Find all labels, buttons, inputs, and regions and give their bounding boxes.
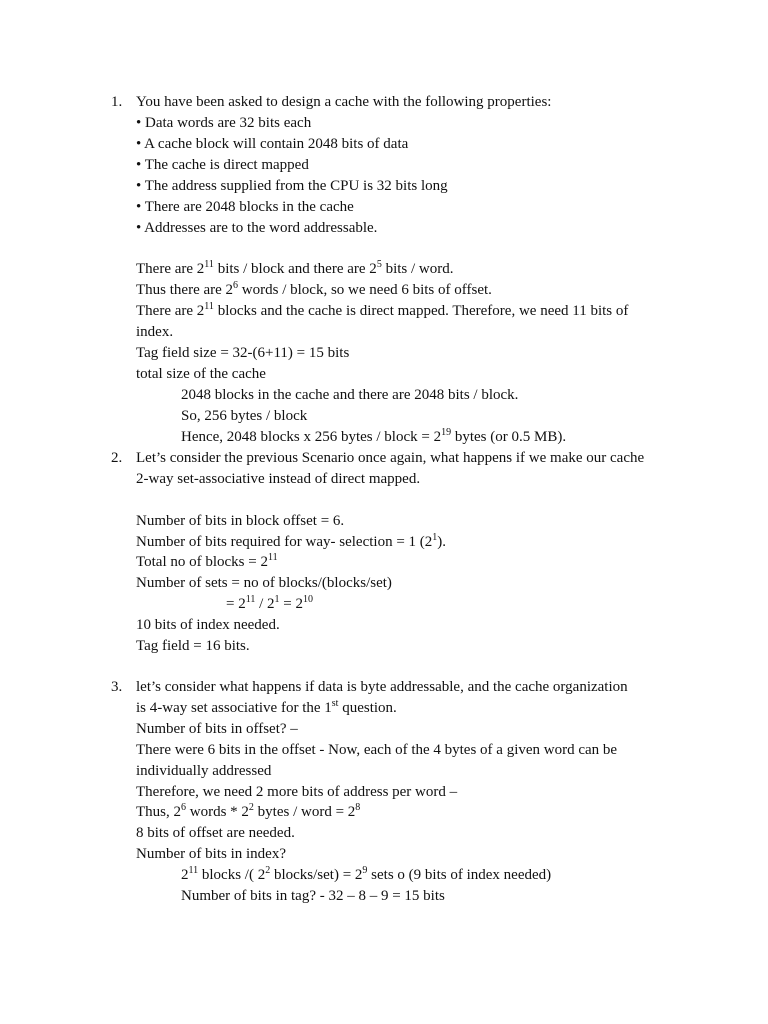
q1-property: • The cache is direct mapped: [136, 157, 309, 173]
q1-property: • Data words are 32 bits each: [136, 115, 312, 131]
q1-line-index-bits: There are $2^{11}$ blocks and the cache is direct mapped. Therefore, we need 11 bits of: [136, 301, 629, 319]
q2-line-index-bits: 10 bits of index needed.: [136, 617, 280, 633]
q1-line-total-size: total size of the cache: [136, 366, 266, 382]
q1-line-tag-size: Tag field size = 32-(6+11) = 15 bits: [136, 345, 350, 361]
q2-intro: Let’s consider the previous Scenario once again, what happens if we make our cache: [136, 450, 645, 466]
q2-line-sets-calc: = $2^{11} / 2^1 = 2^{10}$: [226, 594, 313, 612]
q3-intro: let’s consider what happens if data is byte addressable, and the cache organization: [136, 679, 628, 695]
q3-line-offset-explain-cont: individually addressed: [136, 763, 272, 779]
q2-intro-cont: 2-way set-associative instead of direct mapped.: [136, 471, 421, 487]
q2-line-way-selection: Number of bits required for way- selection = 1 $(2^1)$.: [136, 532, 447, 550]
q1-line-total-bytes: Hence, 2048 blocks x 256 bytes / block = $2^{19}$ bytes (or 0.5 MB).: [181, 427, 567, 445]
q3-line-offset-question: Number of bits in offset? –: [136, 721, 298, 737]
q2-line-tag-field: Tag field = 16 bits.: [136, 638, 250, 654]
q1-property: • Addresses are to the word addressable.: [136, 220, 378, 236]
q1-line-blocks-bits: 2048 blocks in the cache and there are 2048 bits / block.: [181, 387, 519, 403]
q3-line-offset-needed: 8 bits of offset are needed.: [136, 825, 295, 841]
q3-line-index-question: Number of bits in index?: [136, 846, 286, 862]
q3-line-tag-bits: Number of bits in tag? - 32 – 8 – 9 = 15 bits: [181, 888, 445, 904]
q3-line-more-bits: Therefore, we need 2 more bits of address per word –: [136, 784, 458, 800]
q1-line-bytes-per-block: So, 256 bytes / block: [181, 408, 308, 424]
q1-property: • The address supplied from the CPU is 32 bits long: [136, 178, 448, 194]
q2-number: 2.: [111, 450, 123, 466]
q1-line-words-per-block: Thus there are $2^6$ words / block, so we need 6 bits of offset.: [136, 280, 492, 298]
q1-property: • A cache block will contain 2048 bits of data: [136, 136, 409, 152]
q1-intro: You have been asked to design a cache with the following properties:: [136, 94, 552, 110]
q1-line-index-word: index.: [136, 324, 174, 340]
q2-line-offset: Number of bits in block offset = 6.: [136, 513, 345, 529]
q3-line-offset-calc: Thus, $2^6$ words * $2^2$ bytes / word = $2^8$: [136, 802, 361, 820]
q3-line-offset-explain: There were 6 bits in the offset - Now, each of the 4 bytes of a given word can be: [136, 742, 618, 758]
q3-intro-cont: is 4-way set associative for the 1st question.: [136, 698, 397, 716]
q1-property: • There are 2048 blocks in the cache: [136, 199, 354, 215]
q3-line-index-calc: $2^{11}$ blocks /( $2^2$ blocks/set) = $2^9$ sets o (9 bits of index needed): [181, 865, 552, 883]
q2-line-num-sets: Number of sets = no of blocks/(blocks/set): [136, 575, 392, 591]
q2-line-total-blocks: Total no of blocks = $2^{11}$: [136, 552, 278, 570]
q1-number: 1.: [111, 94, 123, 110]
q3-number: 3.: [111, 679, 123, 695]
q1-line-bits-per-block: There are $2^{11}$ bits / block and there are $2^5$ bits / word.: [136, 259, 454, 277]
